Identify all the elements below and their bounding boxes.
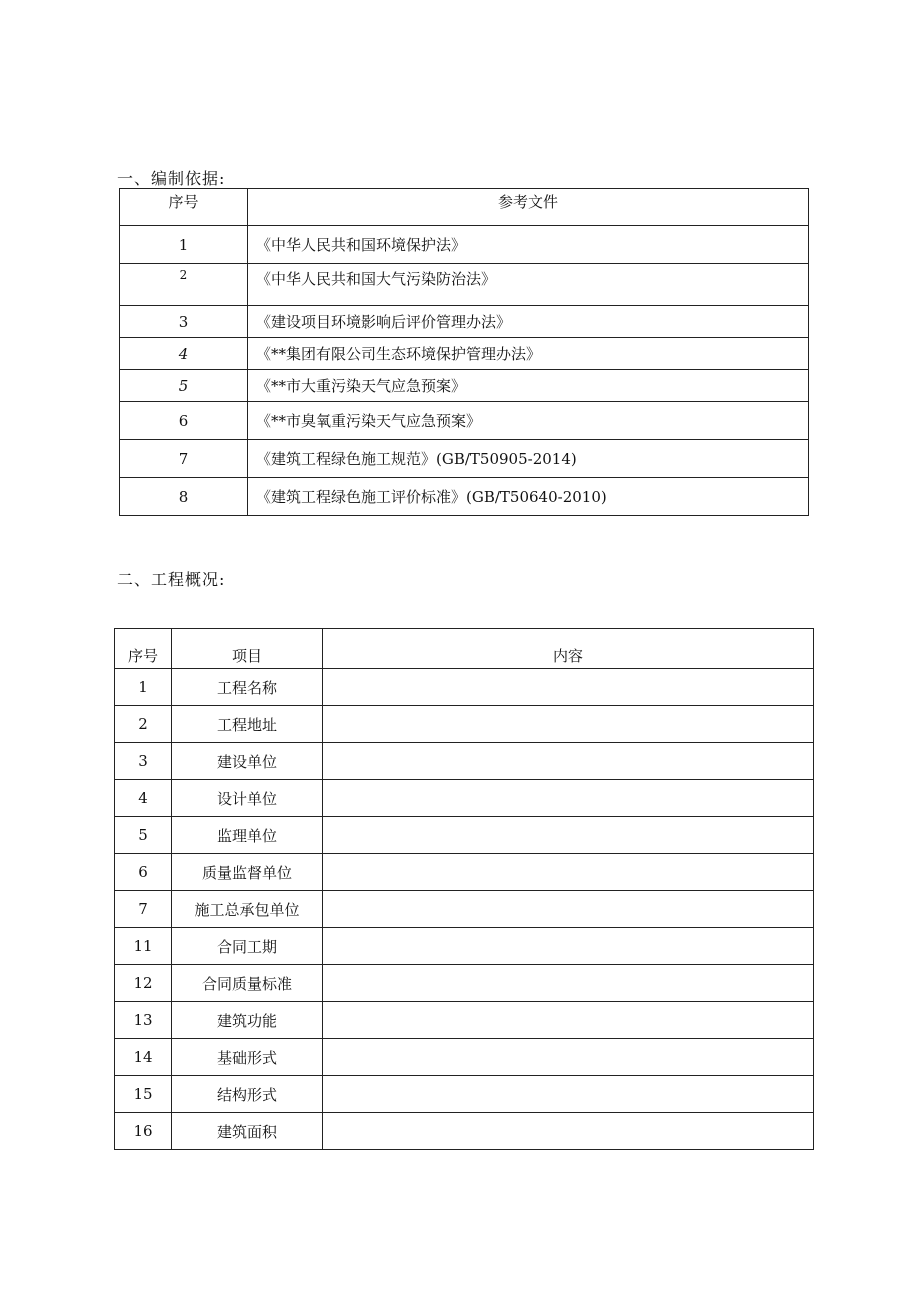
row-no: 13	[115, 1002, 172, 1039]
header-content: 内容	[323, 629, 814, 669]
project-overview-table	[114, 628, 814, 1150]
table-row	[120, 264, 809, 306]
row-doc: 《**市臭氧重污染天气应急预案》	[248, 402, 809, 440]
table-row	[115, 928, 814, 965]
header-item: 项目	[172, 629, 323, 669]
row-no: 7	[120, 440, 248, 478]
table-header-row	[115, 629, 814, 669]
row-item: 基础形式	[172, 1039, 323, 1076]
row-doc: 《中华人民共和国环境保护法》	[248, 226, 809, 264]
row-content[interactable]	[323, 928, 814, 965]
row-item: 建筑面积	[172, 1113, 323, 1150]
row-item: 监理单位	[172, 817, 323, 854]
table-row	[115, 1113, 814, 1150]
row-no: 4	[115, 780, 172, 817]
row-item: 结构形式	[172, 1076, 323, 1113]
reference-basis-table	[119, 188, 809, 516]
row-no: 1	[115, 669, 172, 706]
table-row	[115, 780, 814, 817]
table-row	[115, 1076, 814, 1113]
row-doc: 《建筑工程绿色施工规范》(GB/T50905-2014)	[248, 440, 809, 478]
row-no: 1	[120, 226, 248, 264]
table-row	[115, 965, 814, 1002]
row-content[interactable]	[323, 1039, 814, 1076]
row-no: 14	[115, 1039, 172, 1076]
row-item: 合同质量标准	[172, 965, 323, 1002]
table-row	[120, 440, 809, 478]
row-content[interactable]	[323, 706, 814, 743]
row-doc: 《建筑工程绿色施工评价标准》(GB/T50640-2010)	[248, 478, 809, 516]
row-no: 5	[115, 817, 172, 854]
table-row	[120, 226, 809, 264]
row-content[interactable]	[323, 965, 814, 1002]
row-no: 11	[115, 928, 172, 965]
table-row	[120, 370, 809, 402]
row-content[interactable]	[323, 817, 814, 854]
row-content[interactable]	[323, 1002, 814, 1039]
row-content[interactable]	[323, 891, 814, 928]
row-item: 设计单位	[172, 780, 323, 817]
row-item: 施工总承包单位	[172, 891, 323, 928]
row-item: 工程地址	[172, 706, 323, 743]
table-row	[115, 669, 814, 706]
row-content[interactable]	[323, 780, 814, 817]
row-no: 2	[120, 264, 248, 306]
table-row	[115, 1039, 814, 1076]
row-no: 7	[115, 891, 172, 928]
table-row	[115, 706, 814, 743]
row-doc: 《建设项目环境影响后评价管理办法》	[248, 306, 809, 338]
row-content[interactable]	[323, 1076, 814, 1113]
table-row	[120, 306, 809, 338]
table-row	[120, 402, 809, 440]
row-no: 6	[120, 402, 248, 440]
row-no: 16	[115, 1113, 172, 1150]
row-no: 2	[115, 706, 172, 743]
row-content[interactable]	[323, 743, 814, 780]
table-row	[115, 854, 814, 891]
section-1-title: 一、编制依据:	[117, 169, 226, 188]
header-no: 序号	[120, 189, 248, 226]
row-no: 8	[120, 478, 248, 516]
table-row	[115, 817, 814, 854]
row-doc: 《**集团有限公司生态环境保护管理办法》	[248, 338, 809, 370]
row-no: 5	[120, 370, 248, 402]
row-doc: 《中华人民共和国大气污染防治法》	[248, 264, 809, 306]
row-content[interactable]	[323, 1113, 814, 1150]
row-item: 建筑功能	[172, 1002, 323, 1039]
row-doc: 《**市大重污染天气应急预案》	[248, 370, 809, 402]
table-row	[115, 743, 814, 780]
row-content[interactable]	[323, 854, 814, 891]
row-item: 工程名称	[172, 669, 323, 706]
header-reference-doc: 参考文件	[248, 189, 809, 226]
table-row	[120, 338, 809, 370]
header-no: 序号	[115, 629, 172, 669]
table-header-row	[120, 189, 809, 226]
row-item: 建设单位	[172, 743, 323, 780]
table-row	[115, 1002, 814, 1039]
row-no: 3	[115, 743, 172, 780]
row-no: 12	[115, 965, 172, 1002]
row-no: 4	[120, 338, 248, 370]
table-row	[120, 478, 809, 516]
row-no: 6	[115, 854, 172, 891]
row-item: 合同工期	[172, 928, 323, 965]
row-content[interactable]	[323, 669, 814, 706]
section-2-title: 二、工程概况:	[117, 570, 226, 589]
row-item: 质量监督单位	[172, 854, 323, 891]
row-no: 3	[120, 306, 248, 338]
row-no: 15	[115, 1076, 172, 1113]
table-row	[115, 891, 814, 928]
